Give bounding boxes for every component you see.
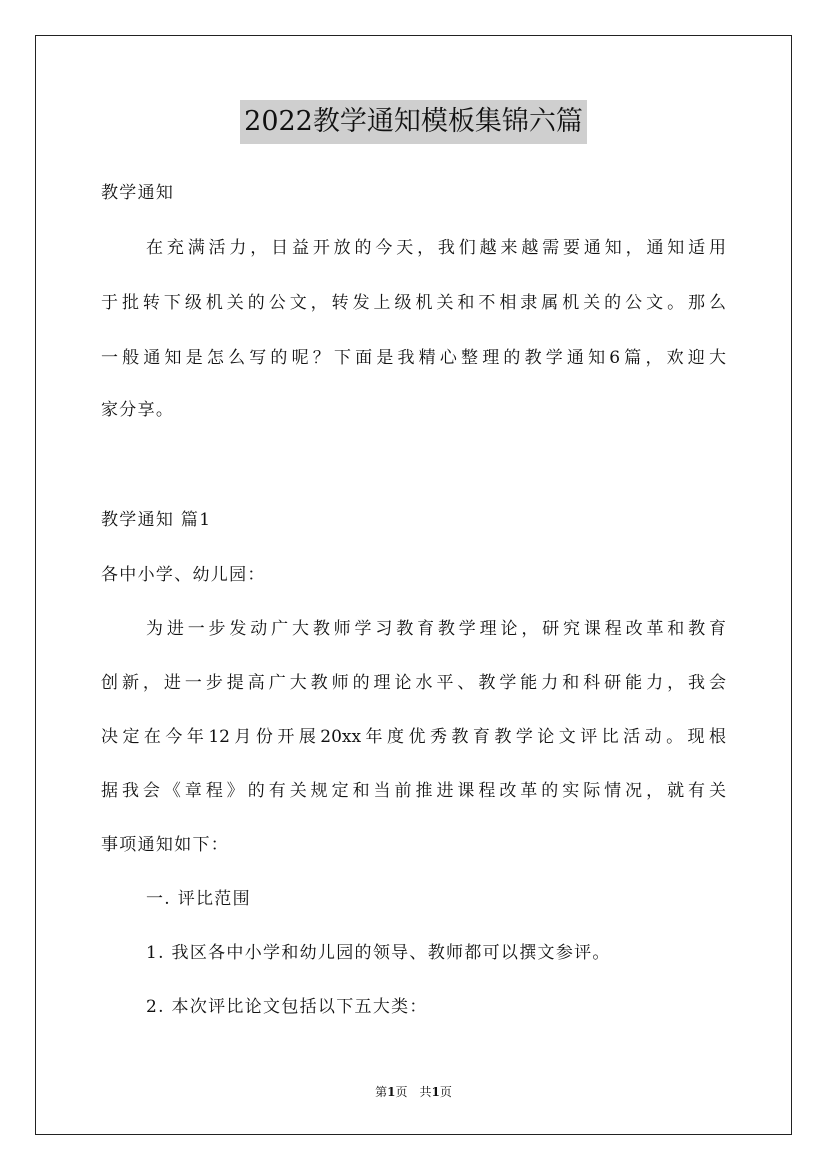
section-heading: 教学通知 xyxy=(101,183,175,203)
paragraph-line: 在充满活力，日益开放的今天，我们越来越需要通知，通知适用 xyxy=(146,238,726,258)
paragraph-line: 一般通知是怎么写的呢？下面是我精心整理的教学通知6篇，欢迎大 xyxy=(101,348,726,368)
document-title: 2022教学通知模板集锦六篇 xyxy=(240,100,587,144)
footer-total-pages: 1 xyxy=(431,1085,440,1099)
section-heading: 教学通知 篇1 xyxy=(101,510,212,530)
footer-page-number: 1 xyxy=(387,1085,396,1099)
footer-total-suffix: 页 xyxy=(439,1085,452,1099)
footer-page-suffix: 页 共 xyxy=(395,1085,432,1099)
salutation: 各中小学、幼儿园： xyxy=(101,565,266,585)
footer-page-label: 第 xyxy=(375,1085,388,1099)
paragraph-line: 事项通知如下： xyxy=(101,835,230,855)
list-item: 1. 我区各中小学和幼儿园的领导、教师都可以撰文参评。 xyxy=(146,943,611,963)
paragraph-line: 据我会《章程》的有关规定和当前推进课程改革的实际情况，就有关 xyxy=(101,781,726,801)
paragraph-line: 为进一步发动广大教师学习教育教学理论，研究课程改革和教育 xyxy=(146,619,726,639)
paragraph-line: 家分享。 xyxy=(101,400,175,420)
paragraph-line: 创新，进一步提高广大教师的理论水平、教学能力和科研能力，我会 xyxy=(101,673,726,693)
list-item: 2. 本次评比论文包括以下五大类： xyxy=(146,997,428,1017)
list-heading: 一. 评比范围 xyxy=(146,889,251,909)
paragraph-line: 决定在今年12月份开展20xx年度优秀教育教学论文评比活动。现根 xyxy=(101,727,726,747)
paragraph-line: 于批转下级机关的公文，转发上级机关和不相隶属机关的公文。那么 xyxy=(101,293,726,313)
page-footer xyxy=(0,1082,827,1102)
